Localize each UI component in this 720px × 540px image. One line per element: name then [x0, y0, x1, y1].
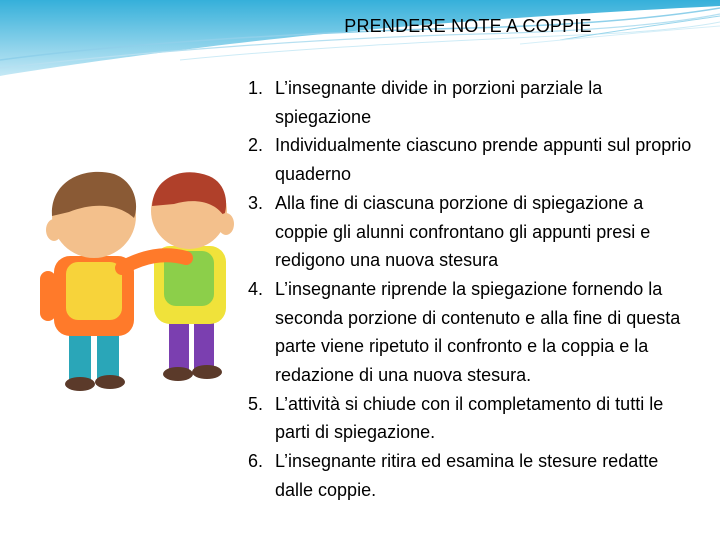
list-item: 4. L’insegnante riprende la spiegazione fornendo la seconda porzione di contenuto e alla fine di questa parte viene ripetuto il confronto e la coppia e la redazione di una nuova stesura. [248, 278, 681, 386]
list-item: 3. Alla fine di ciascuna porzione di spiegazione a coppie gli alunni confrontano gli appunti presi e redigono una nuova stesura [248, 192, 651, 271]
list-item: 5. L’attività si chiude con il completamento di tutti le parti di spiegazione. [248, 393, 664, 443]
slide-title: PRENDERE NOTE A COPPIE [344, 16, 592, 36]
steps-list [248, 74, 694, 505]
children-illustration [14, 146, 240, 402]
list-item: 2. Individualmente ciascuno prende appunti sul proprio quaderno [248, 135, 692, 185]
list-item: 6. L’insegnante ritira ed esamina le stesure redatte dalle coppie. [248, 451, 659, 500]
list-item: 1. L’insegnante divide in porzioni parziale la spiegazione [248, 78, 603, 127]
